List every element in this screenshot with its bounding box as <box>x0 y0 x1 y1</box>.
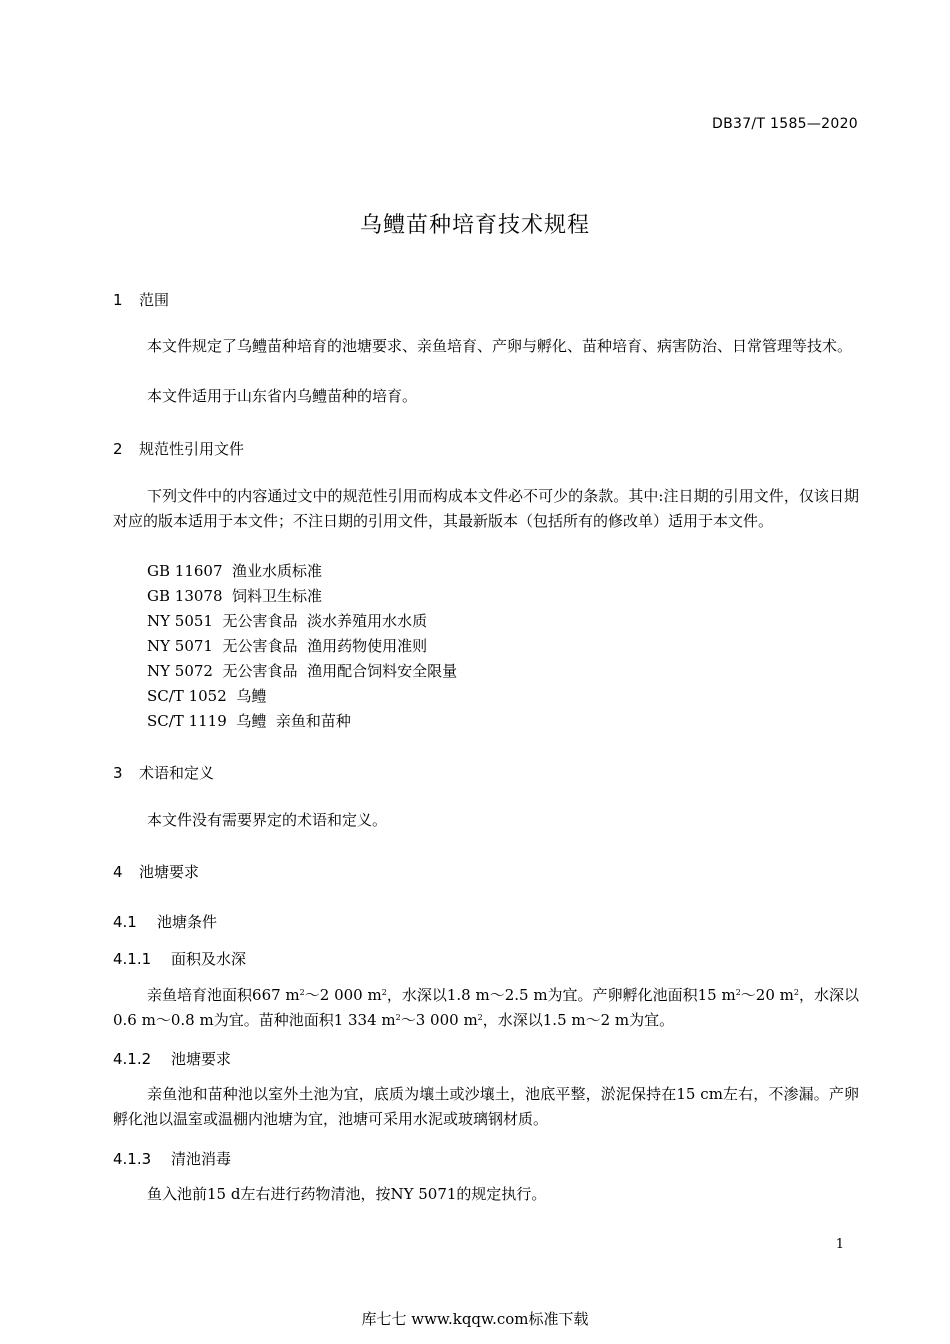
paragraph-text: 鱼入池前15 d左右进行药物清池，按NY 5071的规定执行。 <box>147 1185 547 1203</box>
reference-code: SC/T 1119 <box>147 712 227 730</box>
reference-code: GB 13078 <box>147 587 223 605</box>
reference-name: 无公害食品 渔用配合饲料安全限量 <box>222 662 458 680</box>
reference-name: 渔业水质标准 <box>232 562 323 580</box>
reference-name: 饲料卫生标准 <box>232 587 323 605</box>
section-title: 池塘要求 <box>139 863 200 881</box>
section-4-1-1-heading <box>113 948 246 969</box>
reference-item <box>147 584 457 609</box>
section-title: 面积及水深 <box>171 950 247 968</box>
paragraph-text: 亲鱼池和苗种池以室外土池为宜，底质为壤土或沙壤土，池底平整，淤泥保持在15 cm左右，不渗漏。产卵孵化池以温室或温棚内池塘为宜，池塘可采用水泥或玻璃钢材质。 <box>113 1085 859 1128</box>
section-4-1-3-heading <box>113 1148 231 1169</box>
reference-name: 无公害食品 淡水养殖用水水质 <box>222 612 428 630</box>
reference-name: 乌鳢 亲鱼和苗种 <box>236 712 351 730</box>
paragraph-text: ，水深以0.6 m～0.8 m为宜。苗种池面积1 334 m <box>113 986 859 1029</box>
superscript: 2 <box>381 988 387 997</box>
reference-name: 乌鳢 <box>236 687 267 705</box>
reference-code: NY 5072 <box>147 662 213 680</box>
paragraph-text: 本文件没有需要界定的术语和定义。 <box>147 811 388 829</box>
reference-code: NY 5051 <box>147 612 213 630</box>
footer-watermark: 库七七 www.kqqw.com标准下载 <box>361 1310 589 1328</box>
paragraph <box>113 1182 859 1207</box>
reference-list <box>147 559 457 734</box>
section-4-heading <box>113 861 199 882</box>
reference-item <box>147 609 457 634</box>
superscript: 2 <box>477 1013 483 1022</box>
paragraph-text: 亲鱼培育池面积667 m <box>147 986 300 1004</box>
section-number: 4.1.3 <box>113 1150 152 1168</box>
reference-item <box>147 709 457 734</box>
section-title: 规范性引用文件 <box>139 440 245 458</box>
section-title: 范围 <box>139 291 170 309</box>
section-number: 4.1.1 <box>113 950 152 968</box>
paragraph-text: 本文件适用于山东省内乌鳢苗种的培育。 <box>147 387 418 405</box>
document-title: 乌鳢苗种培育技术规程 <box>359 213 590 238</box>
section-number: 3 <box>113 764 123 782</box>
paragraph-text: ～20 m <box>740 986 794 1004</box>
section-3-heading <box>113 762 214 783</box>
superscript: 2 <box>395 1013 401 1022</box>
superscript: 2 <box>735 988 741 997</box>
paragraph <box>113 384 859 409</box>
paragraph <box>113 808 859 833</box>
section-title: 池塘要求 <box>171 1050 232 1068</box>
standard-number: DB37/T 1585—2020 <box>712 116 858 132</box>
section-4-1-2-heading <box>113 1048 231 1069</box>
section-number: 4 <box>113 863 123 881</box>
reference-item <box>147 634 457 659</box>
superscript: 2 <box>793 988 799 997</box>
reference-item <box>147 684 457 709</box>
paragraph <box>113 484 859 534</box>
section-title: 清池消毒 <box>171 1150 232 1168</box>
paragraph-text: 本文件规定了乌鳢苗种培育的池塘要求、亲鱼培育、产卵与孵化、苗种培育、病害防治、日常管理等技术。 <box>147 337 853 355</box>
section-title: 术语和定义 <box>139 764 215 782</box>
section-number: 1 <box>113 291 123 309</box>
section-number: 2 <box>113 440 123 458</box>
section-1-heading <box>113 289 169 310</box>
superscript: 2 <box>299 988 305 997</box>
paragraph-text: ，水深以1.8 m～2.5 m为宜。产卵孵化池面积15 m <box>386 986 736 1004</box>
section-2-heading <box>113 438 244 459</box>
section-4-1-heading <box>113 911 217 932</box>
section-number: 4.1 <box>113 913 137 931</box>
reference-item <box>147 659 457 684</box>
reference-code: SC/T 1052 <box>147 687 227 705</box>
reference-item <box>147 559 457 584</box>
reference-name: 无公害食品 渔用药物使用准则 <box>222 637 428 655</box>
section-number: 4.1.2 <box>113 1050 152 1068</box>
paragraph <box>113 983 859 1033</box>
page-number: 1 <box>835 1237 844 1252</box>
paragraph-text: 下列文件中的内容通过文中的规范性引用而构成本文件必不可少的条款。其中:注日期的引用文件，仅该日期对应的版本适用于本文件；不注日期的引用文件，其最新版本（包括所有的修改单）适用于本文件。 <box>113 487 859 530</box>
reference-code: GB 11607 <box>147 562 223 580</box>
paragraph-text: ，水深以1.5 m～2 m为宜。 <box>482 1011 675 1029</box>
paragraph <box>113 1082 859 1132</box>
paragraph <box>113 334 859 359</box>
paragraph-text: ～3 000 m <box>400 1011 478 1029</box>
section-title: 池塘条件 <box>157 913 218 931</box>
reference-code: NY 5071 <box>147 637 213 655</box>
paragraph-text: ～2 000 m <box>304 986 382 1004</box>
